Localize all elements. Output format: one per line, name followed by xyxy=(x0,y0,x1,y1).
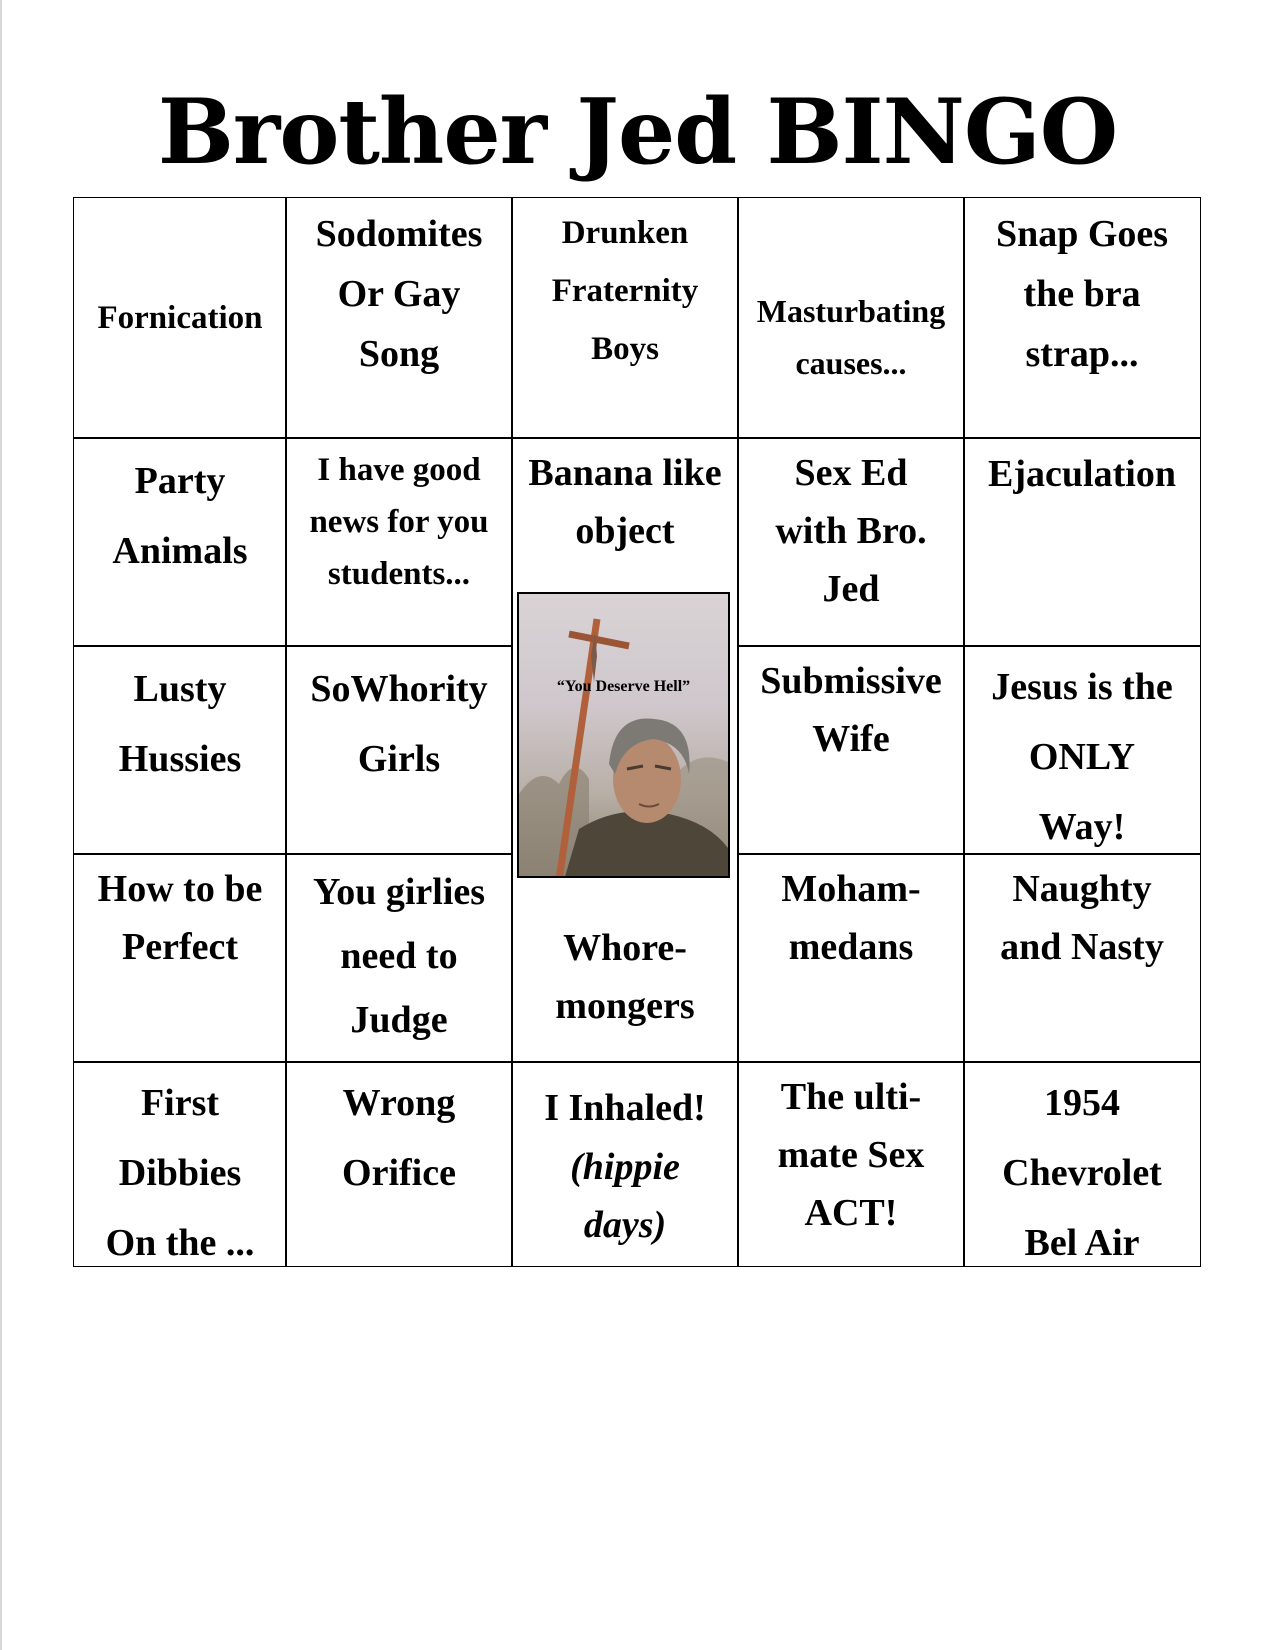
bingo-cell-r0-c0[interactable]: Fornication xyxy=(73,197,287,439)
page-edge xyxy=(0,0,2,1650)
bingo-cell-r2-c0[interactable]: Lusty Hussies xyxy=(73,645,287,855)
bingo-cell-r4-c1[interactable]: Wrong Orifice xyxy=(285,1061,513,1267)
bingo-cell-r3-c2[interactable]: Whore- mongers xyxy=(511,853,739,1063)
bingo-cell-r1-c4[interactable]: Ejaculation xyxy=(963,437,1201,647)
bingo-cell-r1-c3[interactable]: Sex Ed with Bro. Jed xyxy=(737,437,965,647)
bingo-cell-r0-c4[interactable]: Snap Goes the bra strap... xyxy=(963,197,1201,439)
bingo-cell-r4-c3[interactable]: The ulti- mate Sex ACT! xyxy=(737,1061,965,1267)
bingo-cell-r2-c4[interactable]: Jesus is the ONLY Way! xyxy=(963,645,1201,855)
page-title: Brother Jed BINGO xyxy=(157,79,1118,185)
bingo-cell-r3-c1[interactable]: You girlies need to Judge xyxy=(285,853,513,1063)
bingo-cell-r3-c3[interactable]: Moham- medans xyxy=(737,853,965,1063)
photo-caption: “You Deserve Hell” xyxy=(556,678,691,695)
bingo-cell-r0-c3[interactable]: Masturbating causes... xyxy=(737,197,965,439)
photo-illustration xyxy=(519,594,730,878)
bingo-cell-r4-c4[interactable]: 1954 Chevrolet Bel Air xyxy=(963,1061,1201,1267)
bingo-cell-r2-c3[interactable]: Submissive Wife xyxy=(737,645,965,855)
bingo-cell-r4-c2[interactable]: I Inhaled! (hippie days) xyxy=(511,1061,739,1267)
bingo-cell-r0-c2[interactable]: Drunken Fraternity Boys xyxy=(511,197,739,439)
bingo-cell-r4-c0[interactable]: First Dibbies On the ... xyxy=(73,1061,287,1267)
bingo-cell-r0-c1[interactable]: Sodomites Or Gay Song xyxy=(285,197,513,439)
bingo-cell-r3-c4[interactable]: Naughty and Nasty xyxy=(963,853,1201,1063)
bingo-cell-r2-c1[interactable]: SoWhority Girls xyxy=(285,645,513,855)
bingo-cell-r1-c0[interactable]: Party Animals xyxy=(73,437,287,647)
bingo-cell-r3-c0[interactable]: How to be Perfect xyxy=(73,853,287,1063)
bingo-cell-r1-c1[interactable]: I have good news for you students... xyxy=(285,437,513,647)
preacher-with-cross-photo xyxy=(517,592,730,878)
bingo-cell-r1-c2[interactable]: Banana like object xyxy=(511,437,739,647)
